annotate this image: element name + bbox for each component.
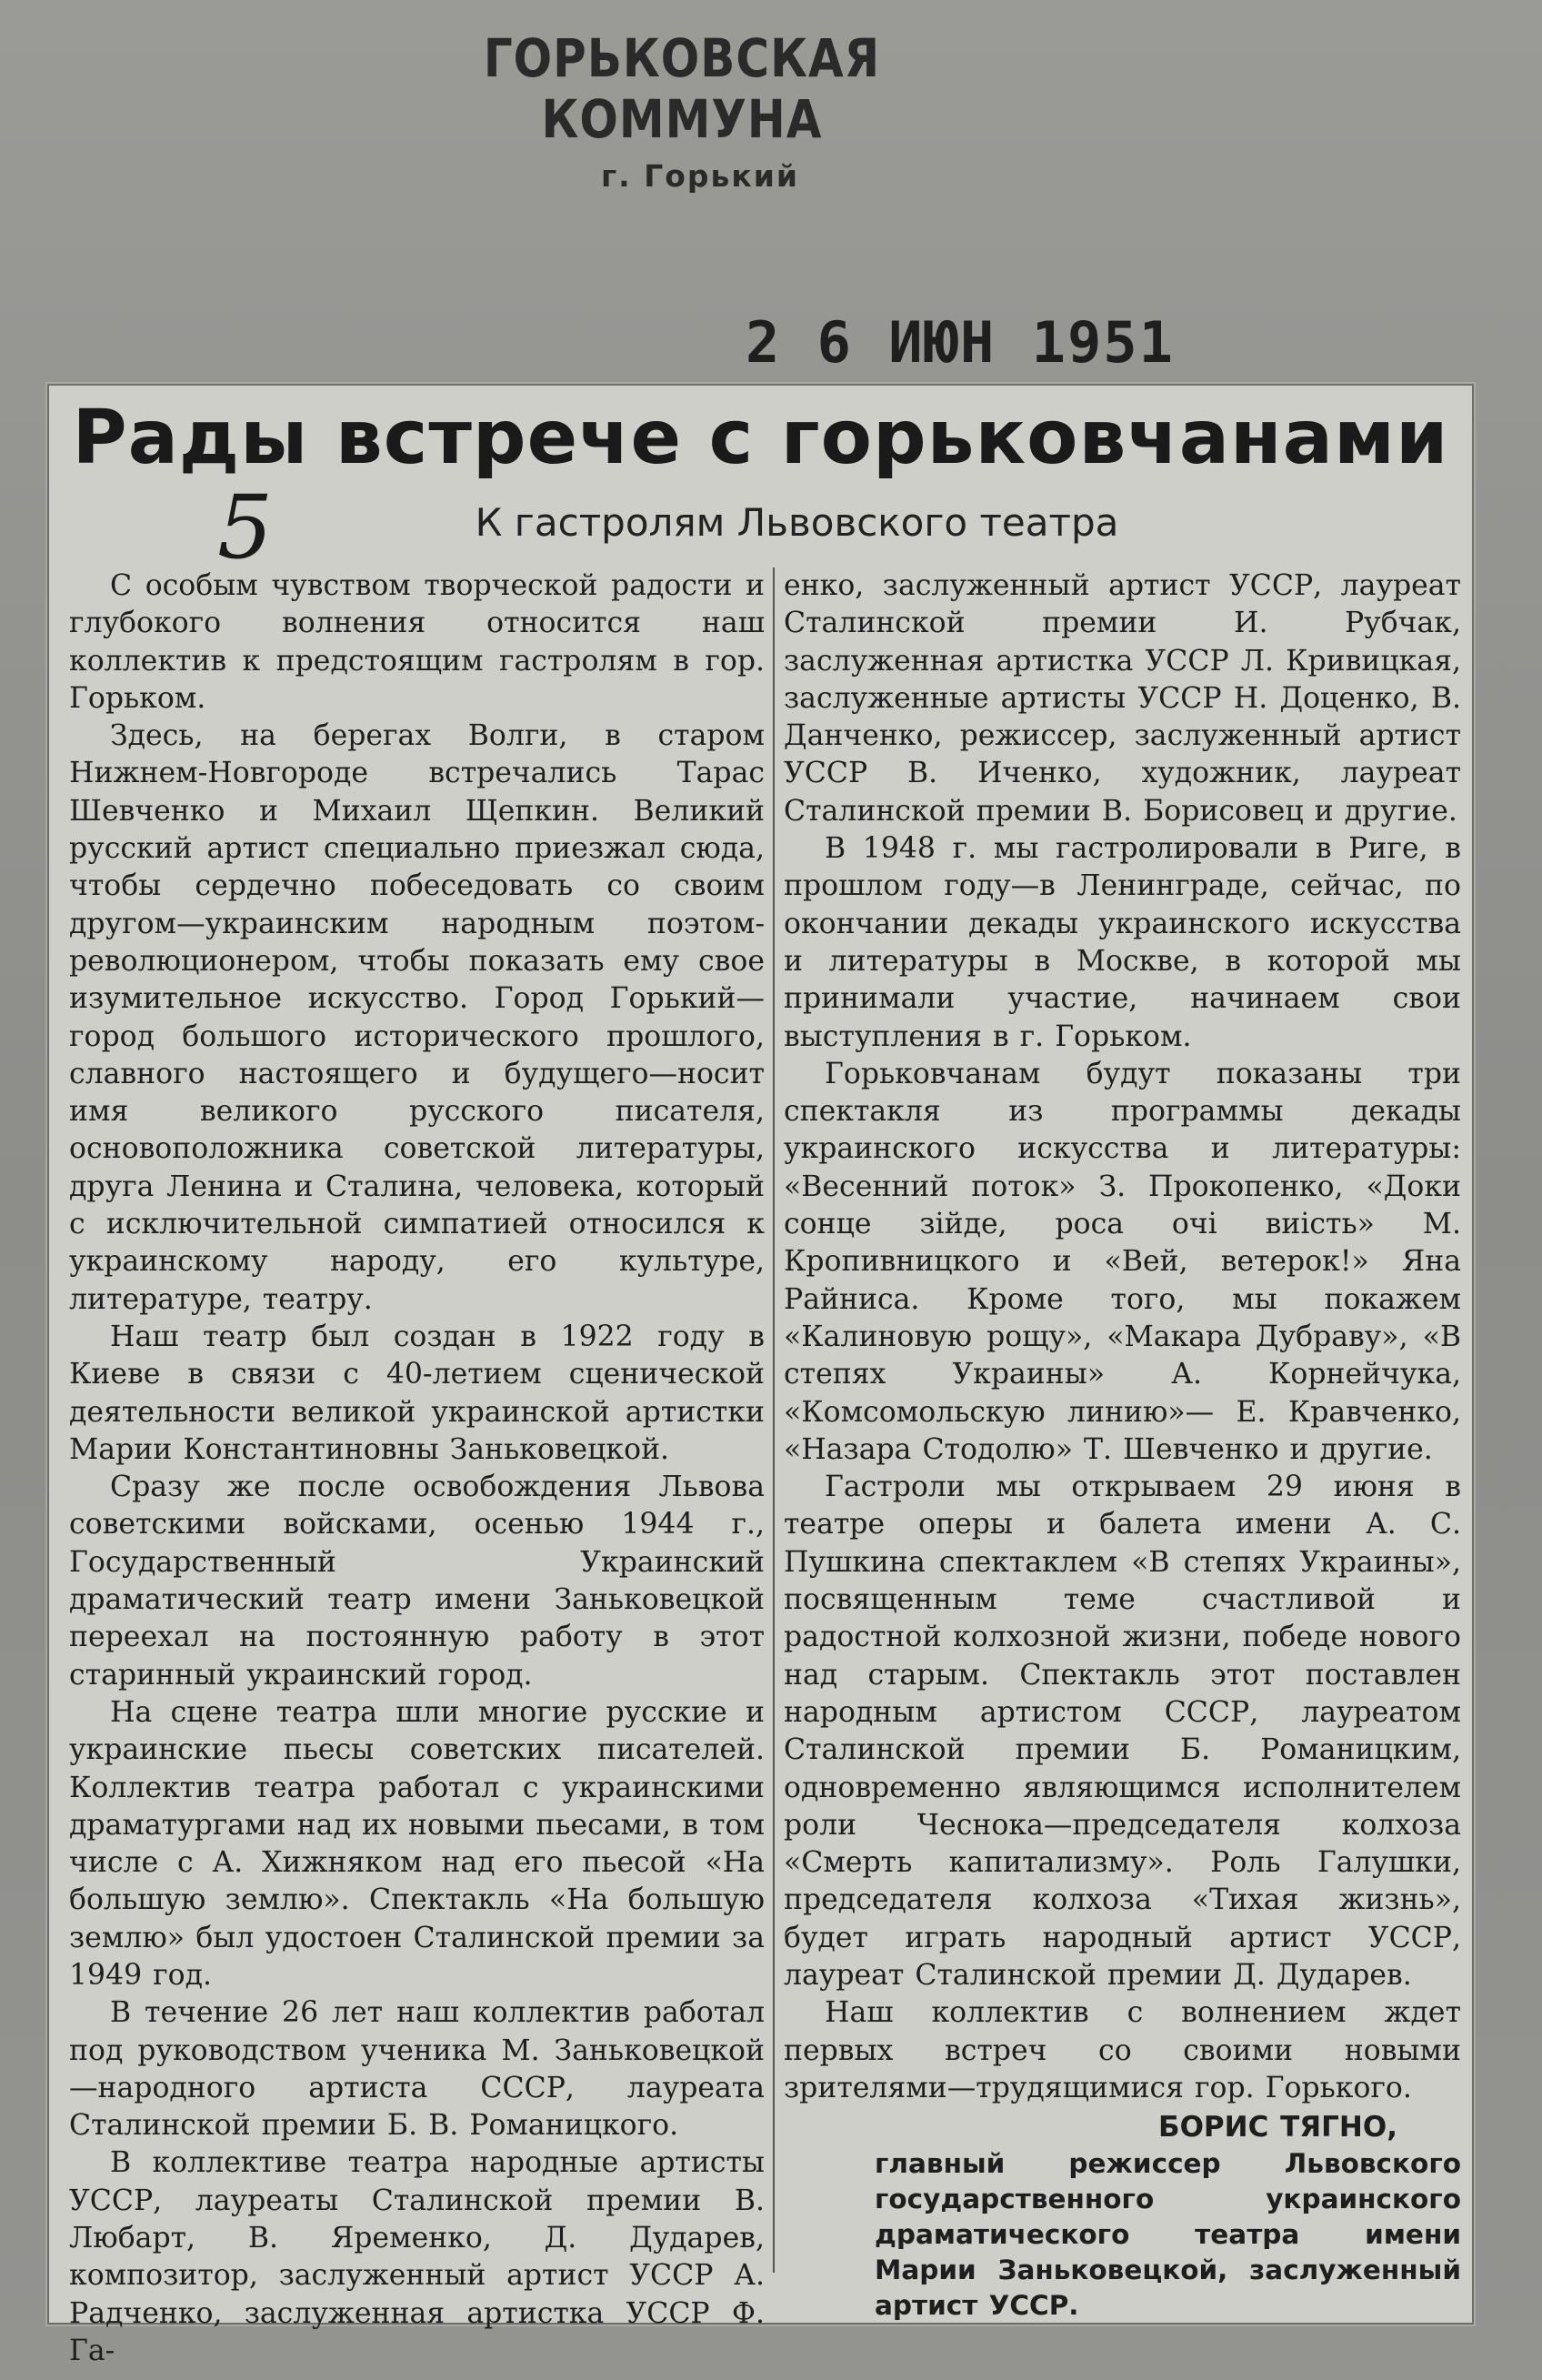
article-column-left (69, 567, 765, 2370)
author-title: главный режиссер Львовского государственного украинского драматического театра имени Марии Заньковецкой, заслуженный артист УССР. (875, 2148, 1461, 2322)
paragraph: Горьковчанам будут показаны три спектакля из программы декады украинского искусства и литературы: «Весенний поток» З. Прокопенко, «Доки сонце зiйде, роса очi виiсть» М. Кропивницкого и «Вей, ветерок!» Яна Райниса. Кроме того, мы покажем «Калиновую рощу», «Макара Дубраву», «В степях Украины» А. Корнейчука, «Комсомольскую линию»— Е. Кравченко, «Назара Стодолю» Т. Шевченко и другие. (784, 1057, 1461, 1466)
newspaper-clipping (47, 384, 1474, 2367)
paragraph: На сцене театра шли многие русские и украинские пьесы советских писателей. Коллектив театра работал с украинскими драматургами над их новыми пьесами, в том числе с А. Хижняком над его пьесой «На большую землю». Спектакль «На большую землю» был удостоен Сталинской премии за 1949 год. (69, 1695, 765, 1992)
paragraph: Сразу же после освобождения Львова советскими войсками, осенью 1944 г., Государственный Украинский драматический театр имени Заньковецкой переехал на постоянную работу в этот старинный украинский город. (69, 1471, 765, 1692)
paragraph-continuation: енко, заслуженный артист УССР, лауреат Сталинской премии И. Рубчак, заслуженная артистка УССР Л. Кривицкая, заслуженные артисты УССР Н. Доценко, В. Данченко, режиссер, заслуженный артист УССР В. Иченко, художник, лауреат Сталинской премии В. Борисовец и другие. (784, 569, 1461, 828)
paragraph: В течение 26 лет наш коллектив работал под руководством ученика М. Заньковецкой—народного артиста СССР, лауреата Сталинской премии Б. В. Романицкого. (69, 1996, 765, 2143)
article-headline: Рады встрече с горьковчанами (72, 395, 1449, 481)
handwritten-number: 5 (217, 477, 274, 578)
paragraph: В 1948 г. мы гастролировали в Риге, в прошлом году—в Ленинграде, сейчас, по окончании декады украинского искусства и литературы в Москве, в которой мы принимали участие, начинаем свои выступления в г. Горьком. (784, 832, 1461, 1053)
article-subhead: К гастролям Львовского театра (475, 500, 1119, 545)
date-stamp: 2 6 ИЮН 1951 (746, 309, 1175, 376)
paragraph: Гастроли мы открываем 29 июня в театре оперы и балета имени А. С. Пушкина спектаклем «В степях Украины», посвященным теме счастливой и радостной колхозной жизни, победе нового над старым. Спектакль этот поставлен народным артистом СССР, лауреатом Сталинской премии Б. Романицким, одновременно являющимся исполнителем роли Чеснока—председателя колхоза «Смерть капитализму». Роль Галушки, председателя колхоза «Тихая жизнь», будет играть народный артист УССР, лауреат Сталинской премии Д. Дударев. (784, 1471, 1461, 1992)
column-divider (773, 567, 775, 2273)
author-name: БОРИС ТЯГНО, (1157, 2111, 1397, 2144)
newspaper-city: г. Горький (600, 158, 800, 194)
paragraph: Наш коллектив с волнением ждет первых встреч со своими новыми зрителями—трудящимися гор. Горького. (784, 1996, 1461, 2104)
paragraph: Здесь, на берегах Волги, в старом Нижнем-Новгороде встречались Тарас Шевченко и Михаил Щепкин. Великий русский артист специально приезжал сюда, чтобы сердечно побеседовать со своим другом—украинским народным поэтом-революционером, чтобы показать ему свое изумительное искусство. Город Горький—город большого исторического прошлого, славного настоящего и будущего—носит имя великого русского писателя, основоположника советской литературы, друга Ленина и Сталина, человека, который с исключительной симпатией относился к украинскому народу, его культуре, литературе, театру. (69, 719, 765, 1316)
article-column-right (784, 567, 1461, 2324)
newspaper-stamp (364, 28, 1000, 194)
paragraph: Наш театр был создан в 1922 году в Киеве в связи с 40-летием сценической деятельности великой украинской артистки Марии Константиновны Заньковецкой. (69, 1320, 765, 1466)
newspaper-name: ГОРЬКОВСКАЯ КОММУНА (483, 28, 881, 150)
paragraph: С особым чувством творческой радости и глубокого волнения относится наш коллектив к предстоящим гастролям в гор. Горьком. (69, 569, 765, 715)
paragraph: В коллективе театра народные артисты УССР, лауреаты Сталинской премии В. Любарт, В. Яременко, Д. Дударев, композитор, заслуженный артист УССР А. Радченко, заслуженная артистка УССР Ф. Га- (69, 2146, 765, 2367)
